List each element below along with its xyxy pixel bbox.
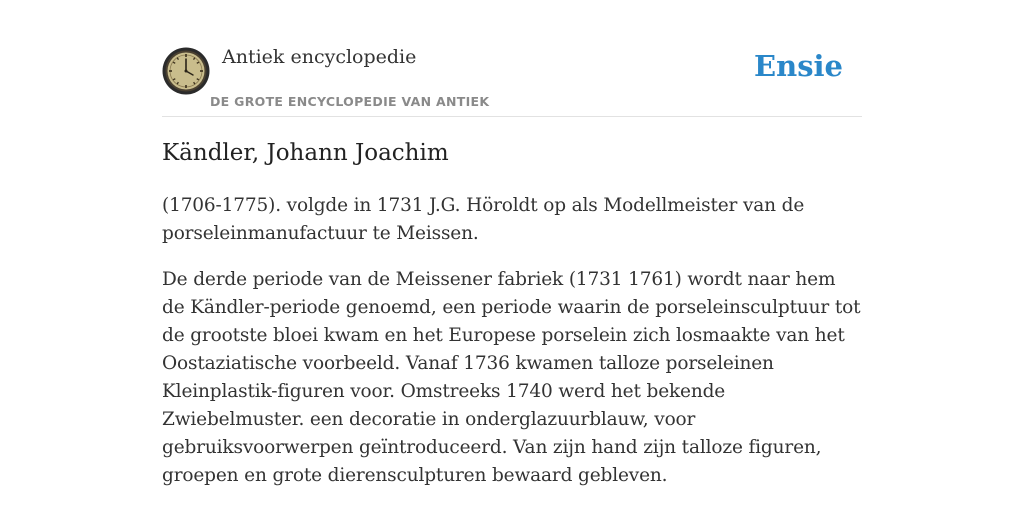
- brand-logo-link[interactable]: Ensie: [754, 49, 843, 83]
- site-header: [162, 44, 862, 117]
- clock-icon[interactable]: [162, 47, 210, 95]
- article-body: [162, 192, 862, 508]
- site-subtitle: DE GROTE ENCYCLOPEDIE VAN ANTIEK: [210, 94, 490, 109]
- article-title: Kändler, Johann Joachim: [162, 140, 449, 166]
- site-title[interactable]: Antiek encyclopedie: [222, 46, 417, 68]
- article-paragraph: (1706-1775). volgde in 1731 J.G. Höroldt op als Modellmeister van de porseleinmanufactuur te Meissen.: [162, 195, 805, 244]
- article-paragraph: De derde periode van de Meissener fabriek (1731 1761) wordt naar hem de Kändler-periode genoemd, een periode waarin de porseleinsculptuur tot de grootste bloei kwam en het Europese porselein zich losmaakte van het Oostaziatische voorbeeld. Vanaf 1736 kwamen talloze porseleinen Kleinplastik-figuren voor. Omstreeks 1740 werd het bekende Zwiebelmuster. een decoratie in onderglazuurblauw, voor gebruiksvoorwerpen geïntroduceerd. Van zijn hand zijn talloze figuren, groepen en grote dierensculpturen bewaard gebleven.: [162, 269, 861, 486]
